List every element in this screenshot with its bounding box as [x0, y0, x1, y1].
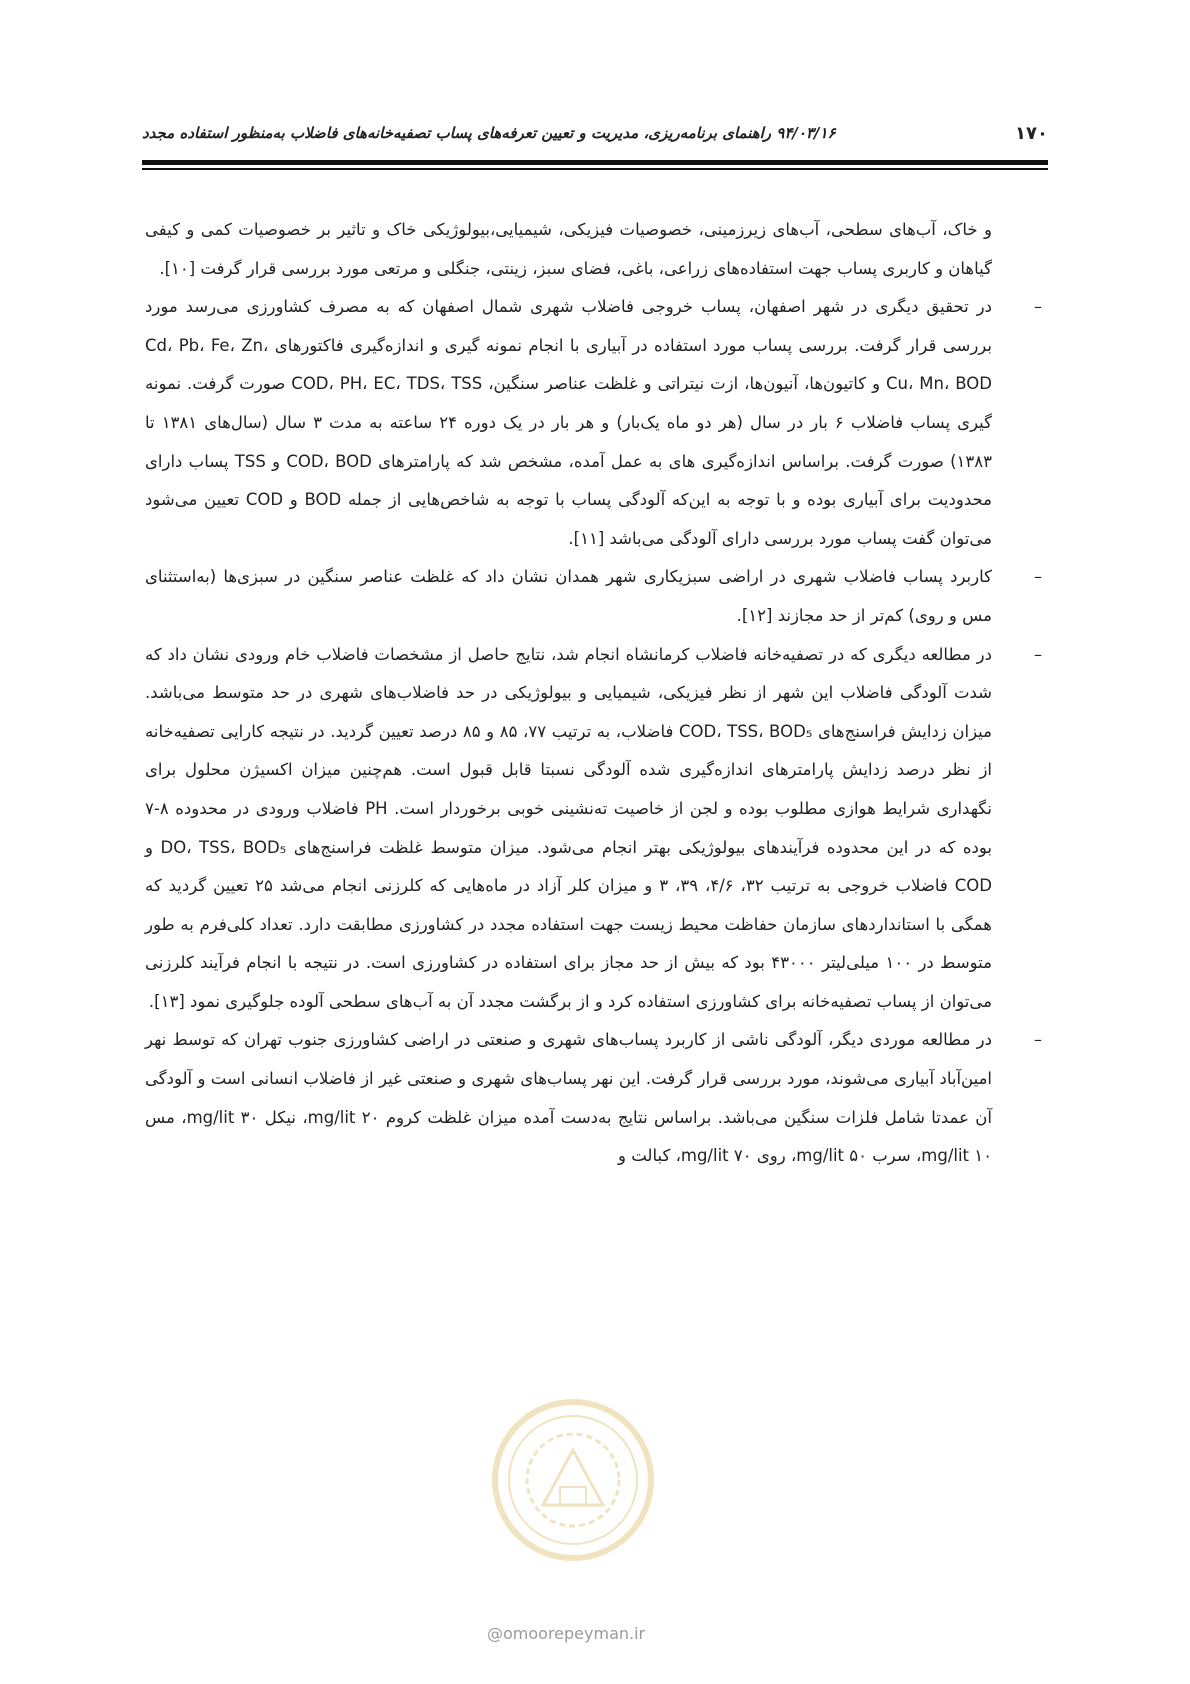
- list-item-text: در مطالعه موردی دیگر، آلودگی ناشی از کاربرد پساب‌های شهری و صنعتی در اراضی کشاورزی جنوب تهران که توسط نهر امین‌آباد آبیاری می‌شوند، مورد بررسی قرار گرفت. این نهر پساب‌های شهری و صنعتی غیر از فاضلاب انسانی است و آلودگی آن عمدتا شامل فلزات سنگین می‌باشد. براساس نتایج به‌دست آمده میزان غلظت کروم mg/lit ۲۰، نیکل mg/lit ۳۰، مس mg/lit ۱۰، سرب mg/lit ۵۰، روی mg/lit ۷۰، کبالت و: [145, 1030, 993, 1166]
- list-item-text: در مطالعه دیگری که در تصفیه‌خانه فاضلاب کرمانشاه انجام شد، نتایج حاصل از مشخصات فاضلاب خام ورودی نشان داد که شدت آلودگی فاضلاب این شهر از نظر فیزیکی، شیمیایی و بیولوژیکی در حد فاضلاب‌های شهری در حد متوسط می‌باشد. میزان زدایش فراسنج‌های COD، TSS، BOD₅ فاضلاب، به ترتیب ۷۷، ۸۵ و ۸۵ درصد تعیین گردید. در نتیجه کارایی تصفیه‌خانه از نظر درصد زدایش پارامترهای اندازه‌گیری شده آلودگی نسبتا قابل قبول است. هم‌چنین میزان اکسیژن محلول برای نگهداری شرایط هوازی مطلوب بوده و لجن از خاصیت ته‌نشینی خوبی برخوردار است. PH فاضلاب ورودی در محدوده ۸-۷ بوده که در این محدوده فرآیندهای بیولوژیکی بهتر انجام می‌شود. میزان متوسط غلظت فراسنج‌های DO، TSS، BOD₅ و COD فاضلاب خروجی به ترتیب ۳۲، ۴/۶، ۳۹، ۳ و میزان کلر آزاد در ماه‌هایی که کلرزنی انجام می‌شد ۲۵ تعیین گردید که همگی با استانداردهای سازمان حفاظت محیط زیست جهت استفاده مجدد در کشاورزی مطابقت دارد. تعداد کلی‌فرم به طور متوسط در ۱۰۰ میلی‌لیتر ۴۳۰۰۰ بود که بیش از حد مجاز برای استفاده در کشاورزی است. در نتیجه با انجام فرآیند کلرزنی می‌توان از پساب تصفیه‌خانه برای کشاورزی استفاده کرد و از برگشت مجدد آن به آب‌های سطحی آلوده جلوگیری نمود [۱۳].: [145, 644, 993, 1011]
- bullet-dash: –: [1034, 297, 1042, 317]
- body-text: [145, 211, 1042, 1176]
- page-header: [142, 120, 1048, 150]
- running-title: ۹۴/۰۳/۱۶ راهنمای برنامه‌ریزی، مدیریت و تعیین تعرفه‌های پساب تصفیه‌خانه‌های فاضلاب به‌منظور استفاده مجدد: [142, 124, 836, 142]
- list-item: [145, 636, 1042, 1022]
- watermark-url: @omoorepeyman.ir: [487, 1624, 646, 1643]
- list-item-text: در تحقیق دیگری در شهر اصفهان، پساب خروجی فاضلاب شهری شمال اصفهان که به مصرف کشاورزی می‌رسد مورد بررسی قرار گرفت. بررسی پساب مورد استفاده در آبیاری با انجام نمونه گیری و اندازه‌گیری فاکتورهای Cd، Pb، Fe، Zn، Cu، Mn، BOD و کاتیون‌ها، آنیون‌ها، ازت نیتراتی و غلظت عناصر سنگین، COD، PH، EC، TDS، TSS صورت گرفت. نمونه گیری پساب فاضلاب ۶ بار در سال (هر دو ماه یک‌بار) و هر بار در یک دوره ۲۴ ساعته به مدت ۳ سال (سال‌های ۱۳۸۱ تا ۱۳۸۳) صورت گرفت. براساس اندازه‌گیری های به عمل آمده، مشخص شد که پارامترهای COD، BOD و TSS پساب دارای محدودیت برای آبیاری بوده و با توجه به این‌که آلودگی پساب با توجه به شاخص‌هایی از جمله BOD و COD تعیین می‌شود می‌توان گفت پساب مورد بررسی دارای آلودگی می‌باشد [۱۱].: [145, 297, 993, 548]
- list-item-text: کاربرد پساب فاضلاب شهری در اراضی سبزیکاری شهر همدان نشان داد که غلظت عناصر سنگین در سبزی‌ها (به‌استثنای مس و روی) کم‌تر از حد مجازند [۱۲].: [145, 567, 992, 625]
- bullet-dash: –: [1034, 1030, 1042, 1050]
- list-item: [145, 288, 1042, 558]
- intro-paragraph: و خاک، آب‌های سطحی، آب‌های زیرزمینی، خصوصیات فیزیکی، شیمیایی،بیولوژیکی خاک و تاثیر بر خصوصیات کمی و کیفی گیاهان و کاربری پساب جهت استفاده‌های زراعی، باغی، فضای سبز، زینتی، جنگلی و مرتعی مورد بررسی قرار گرفت [۱۰].: [145, 220, 992, 278]
- list-item: [145, 558, 1042, 635]
- watermark-seal-icon: [488, 1395, 658, 1565]
- bullet-dash: –: [1034, 644, 1042, 664]
- page-number: ۱۷۰: [1015, 123, 1048, 144]
- bullet-list: [145, 288, 1042, 1176]
- header-rule-thick: [142, 160, 1048, 165]
- list-item: [145, 1021, 1042, 1175]
- header-rule-thin: [142, 168, 1048, 170]
- bullet-dash: –: [1034, 567, 1042, 587]
